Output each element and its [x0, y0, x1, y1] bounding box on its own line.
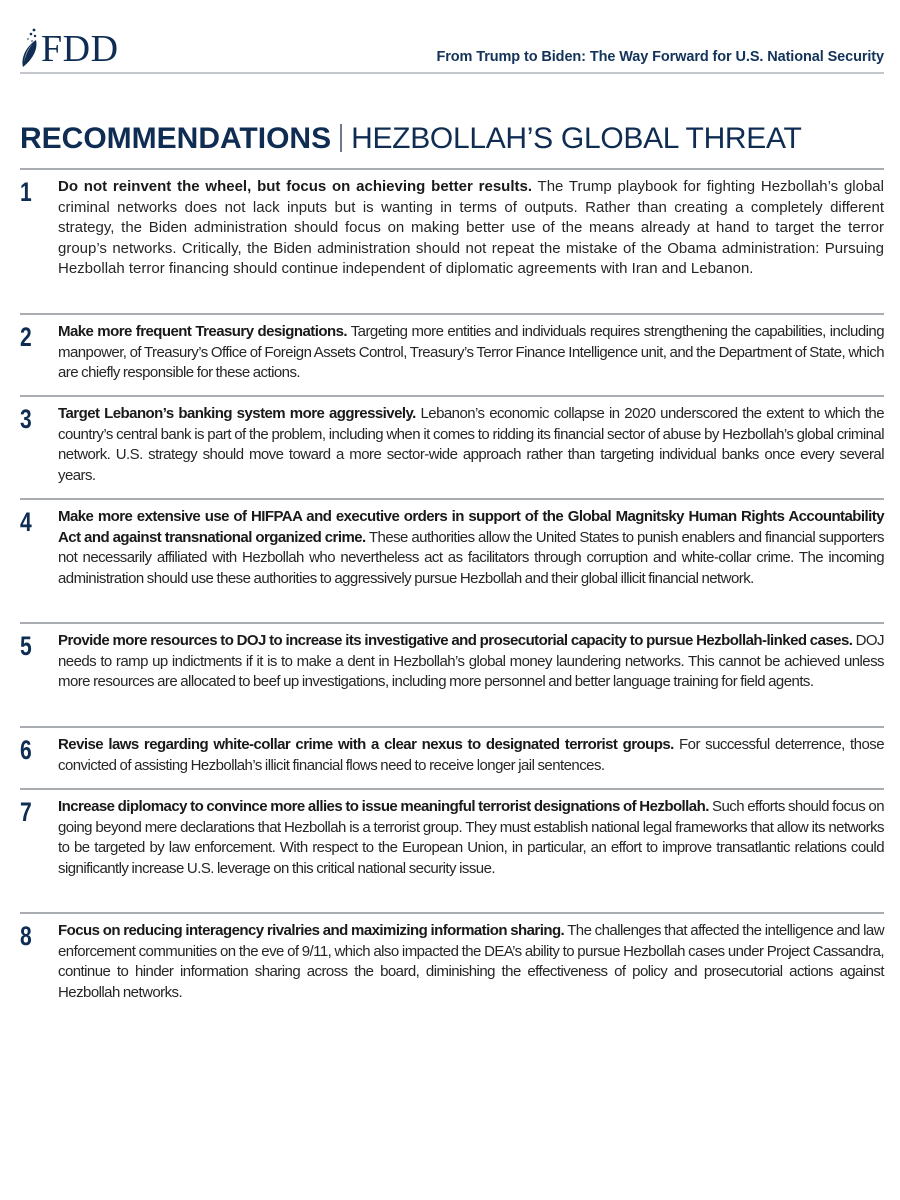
recommendation-body: Targeting more entities and individuals requires strengthening the capabilities, including manpower, of Treasury’s Office of Foreign Assets Control, Treasury’s Terror Finance Intelligence unit, and the Department of State, which are chiefly responsible for these actions.: [58, 323, 884, 382]
recommendation-number: 7: [20, 797, 32, 827]
recommendation-item: [20, 168, 884, 313]
feather-leaf-icon: [20, 26, 40, 68]
section-heading-strong: RECOMMENDATIONS: [20, 122, 332, 155]
recommendation-item: [20, 313, 884, 395]
recommendation-text: [58, 631, 884, 693]
recommendation-number: 8: [20, 921, 32, 951]
recommendation-text: [58, 797, 884, 879]
recommendation-body: The challenges that affected the intelligence and law enforcement communities on the eve of 9/11, which also impacted the DEA’s ability to pursue Hezbollah cases under Project Cassandra, continue to hinder information sharing across the board, diminishing the effectiveness of policy and prosecutorial actions against Hezbollah networks.: [58, 922, 884, 1001]
recommendation-body: The Trump playbook for fighting Hezbollah’s global criminal networks does not lack inputs but is wanting in terms of outputs. Rather than creating a completely different strategy, the Biden administration should focus on making better use of the means already at hand to target the terror group’s networks. Critically, the Biden administration should not repeat the mistake of the Obama administration: Pursuing Hezbollah terror financing should continue independent of diplomatic agreements with Iran and Lebanon.: [58, 178, 884, 278]
logo-text: FDD: [41, 28, 119, 70]
recommendation-text: [58, 322, 884, 384]
recommendation-number: 2: [20, 322, 32, 352]
recommendation-body: These authorities allow the United States to punish enablers and financial supporters not necessarily affiliated with Hezbollah who nevertheless act as facilitators through corruption and white-collar crime. The incoming administration should use these authorities to aggressively pursue Hezbollah and their global illicit financial network.: [58, 528, 884, 587]
recommendation-item: [20, 622, 884, 726]
recommendation-item: [20, 395, 884, 498]
recommendation-title: Revise laws regarding white-collar crime with a clear nexus to designated terrorist groups.: [58, 736, 674, 753]
recommendation-number: 4: [20, 507, 32, 537]
recommendation-title: Focus on reducing interagency rivalries and maximizing information sharing.: [58, 922, 565, 939]
recommendation-number: 5: [20, 631, 32, 661]
recommendation-body: For successful deterrence, those convicted of assisting Hezbollah’s illicit financial flows need to receive longer jail sentences.: [58, 736, 884, 774]
recommendation-body: Such efforts should focus on going beyond mere declarations that Hezbollah is a terrorist group. They must establish national legal frameworks that allow its networks to be targeted by law enforcement. With respect to the European Union, in particular, an effort to improve transatlantic relations could significantly increase U.S. leverage on this critical national security issue.: [58, 798, 884, 877]
recommendation-text: [58, 507, 884, 589]
recommendations-list: [20, 168, 884, 1013]
recommendation-title: Target Lebanon’s banking system more aggressively.: [58, 405, 416, 422]
recommendation-title: Increase diplomacy to convince more allies to issue meaningful terrorist designations of Hezbollah.: [58, 798, 709, 815]
section-heading-topic: HEZBOLLAH’S GLOBAL THREAT: [351, 122, 802, 155]
recommendation-number: 3: [20, 404, 32, 434]
header-divider: [20, 72, 884, 74]
recommendation-title: Provide more resources to DOJ to increase its investigative and prosecutorial capacity to pursue Hezbollah-linked cases.: [58, 632, 853, 649]
recommendation-body: DOJ needs to ramp up indictments if it is to make a dent in Hezbollah’s global money laundering networks. This cannot be achieved unless more resources are allocated to beef up investigations, including more personnel and better language training for field agents.: [58, 632, 884, 691]
page-header: [20, 22, 884, 74]
recommendation-item: [20, 726, 884, 788]
recommendation-body: Lebanon’s economic collapse in 2020 underscored the extent to which the country’s central bank is part of the problem, including when it comes to ridding its financial sector of abuse by Hezbollah’s global criminal network. U.S. strategy should move toward a more sector-wide approach rather than targeting individual banks once every several years.: [58, 405, 884, 484]
recommendation-title: Make more extensive use of HIFPAA and executive orders in support of the Global Magnitsky Human Rights Accountability Act and against transnational organized crime.: [58, 508, 884, 546]
recommendation-title: Make more frequent Treasury designations.: [58, 323, 347, 340]
heading-separator: [340, 124, 342, 152]
section-heading: [20, 122, 802, 156]
recommendation-item: [20, 912, 884, 1013]
recommendation-title: Do not reinvent the wheel, but focus on achieving better results.: [58, 178, 532, 195]
report-title: From Trump to Biden: The Way Forward for U.S. National Security: [436, 49, 884, 65]
fdd-logo: [20, 26, 119, 68]
recommendation-text: [58, 404, 884, 486]
recommendation-text: [58, 177, 884, 280]
recommendation-item: [20, 498, 884, 622]
recommendation-number: 6: [20, 735, 32, 765]
recommendation-number: 1: [20, 177, 32, 207]
recommendation-text: [58, 735, 884, 776]
recommendation-text: [58, 921, 884, 1003]
recommendation-item: [20, 788, 884, 912]
